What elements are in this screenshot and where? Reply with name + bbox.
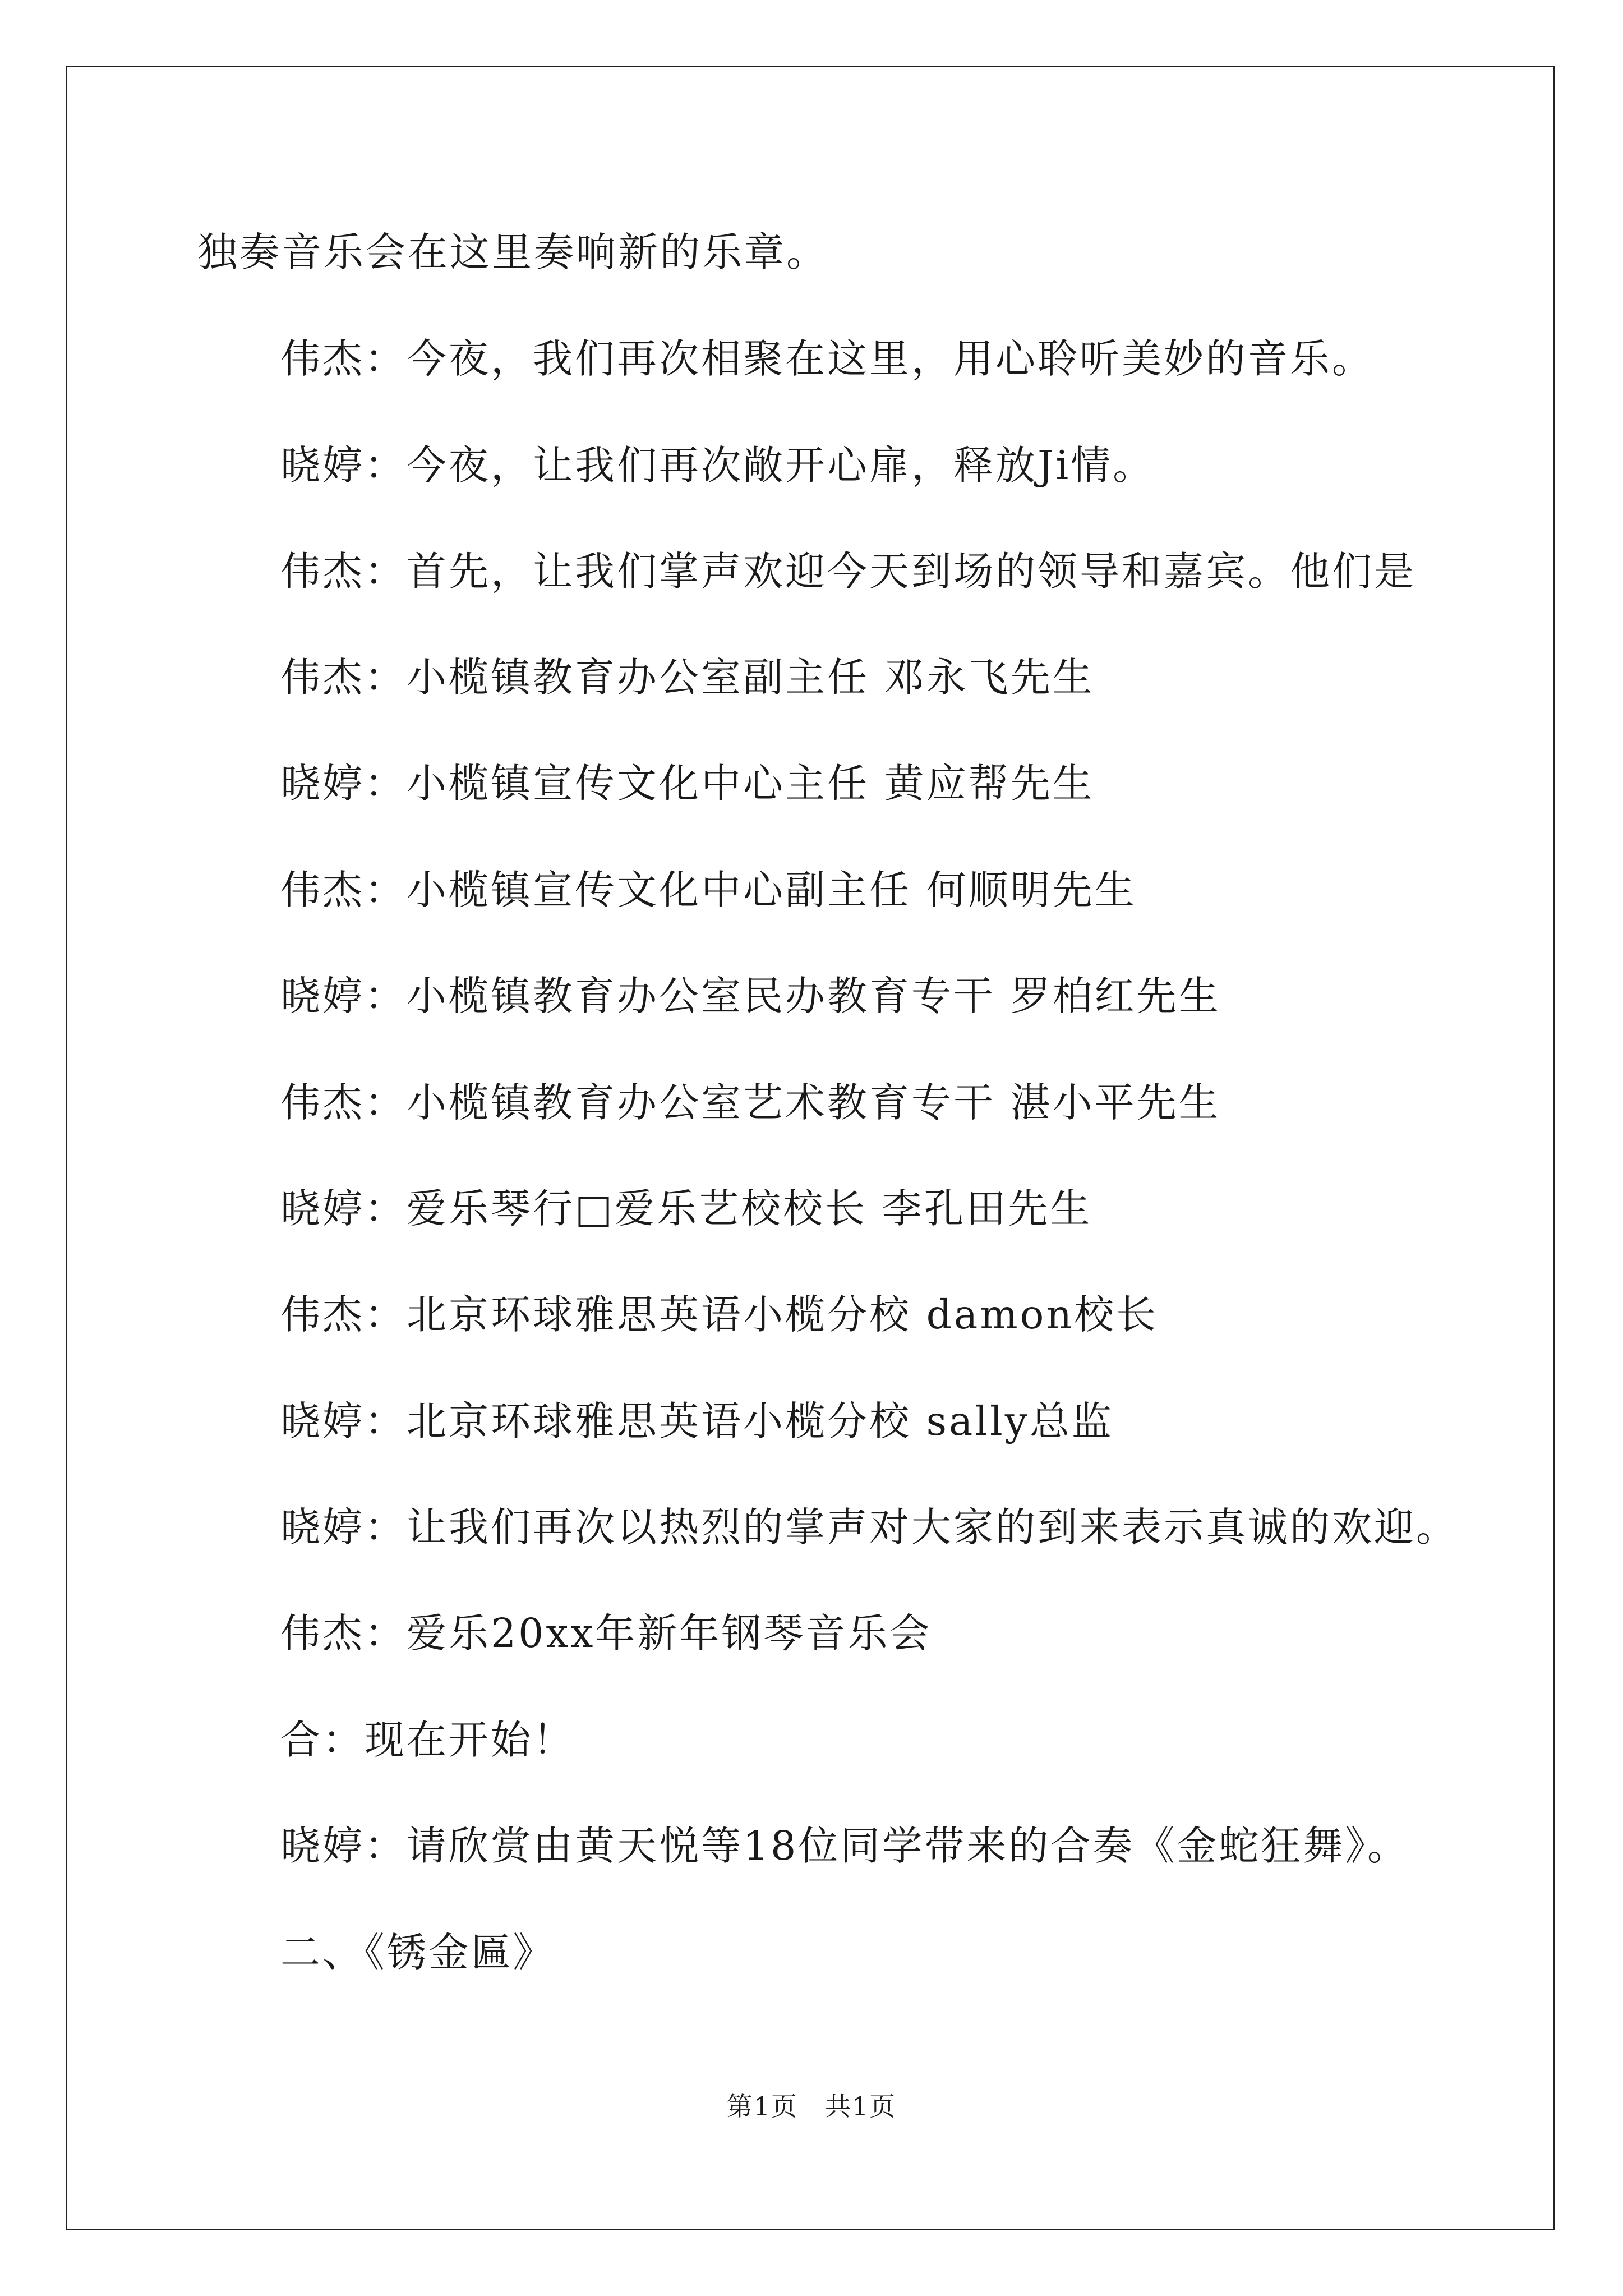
page-border	[66, 66, 1555, 2230]
text-line: 伟杰：爱乐20xx年新年钢琴音乐会	[280, 1610, 932, 1657]
text-line: 晓婷：北京环球雅思英语小榄分校 sally总监	[280, 1398, 1114, 1444]
text-line: 伟杰：小榄镇教育办公室副主任 邓永飞先生	[280, 654, 1095, 701]
text-line: 伟杰：今夜，我们再次相聚在这里，用心聆听美妙的音乐。	[280, 335, 1375, 382]
text-line: 伟杰：北京环球雅思英语小榄分校 damon校长	[280, 1291, 1159, 1338]
text-line: 伟杰：首先，让我们掌声欢迎今天到场的领导和嘉宾。他们是	[280, 548, 1417, 595]
text-line: 晓婷：今夜，让我们再次敞开心扉，释放Ji情。	[280, 442, 1155, 489]
text-line: 合：现在开始！	[280, 1717, 575, 1763]
text-line: 独奏音乐会在这里奏响新的乐章。	[197, 229, 829, 275]
text-line: 二、《锈金匾》	[280, 1929, 555, 1976]
text-line: 晓婷：小榄镇宣传文化中心主任 黄应帮先生	[280, 760, 1095, 807]
text-line: 伟杰：小榄镇宣传文化中心副主任 何顺明先生	[280, 867, 1137, 913]
text-line: 晓婷：爱乐琴行□爱乐艺校校长 李孔田先生	[280, 1185, 1092, 1232]
text-line: 晓婷：让我们再次以热烈的掌声对大家的到来表示真诚的欢迎。	[280, 1504, 1459, 1550]
page-number-footer: 第1页 共1页	[726, 2091, 897, 2122]
text-line: 伟杰：小榄镇教育办公室艺术教育专干 湛小平先生	[280, 1079, 1221, 1126]
text-line: 晓婷：请欣赏由黄天悦等18位同学带来的合奏《金蛇狂舞》。	[280, 1823, 1409, 1869]
text-line: 晓婷：小榄镇教育办公室民办教育专干 罗柏红先生	[280, 973, 1221, 1019]
